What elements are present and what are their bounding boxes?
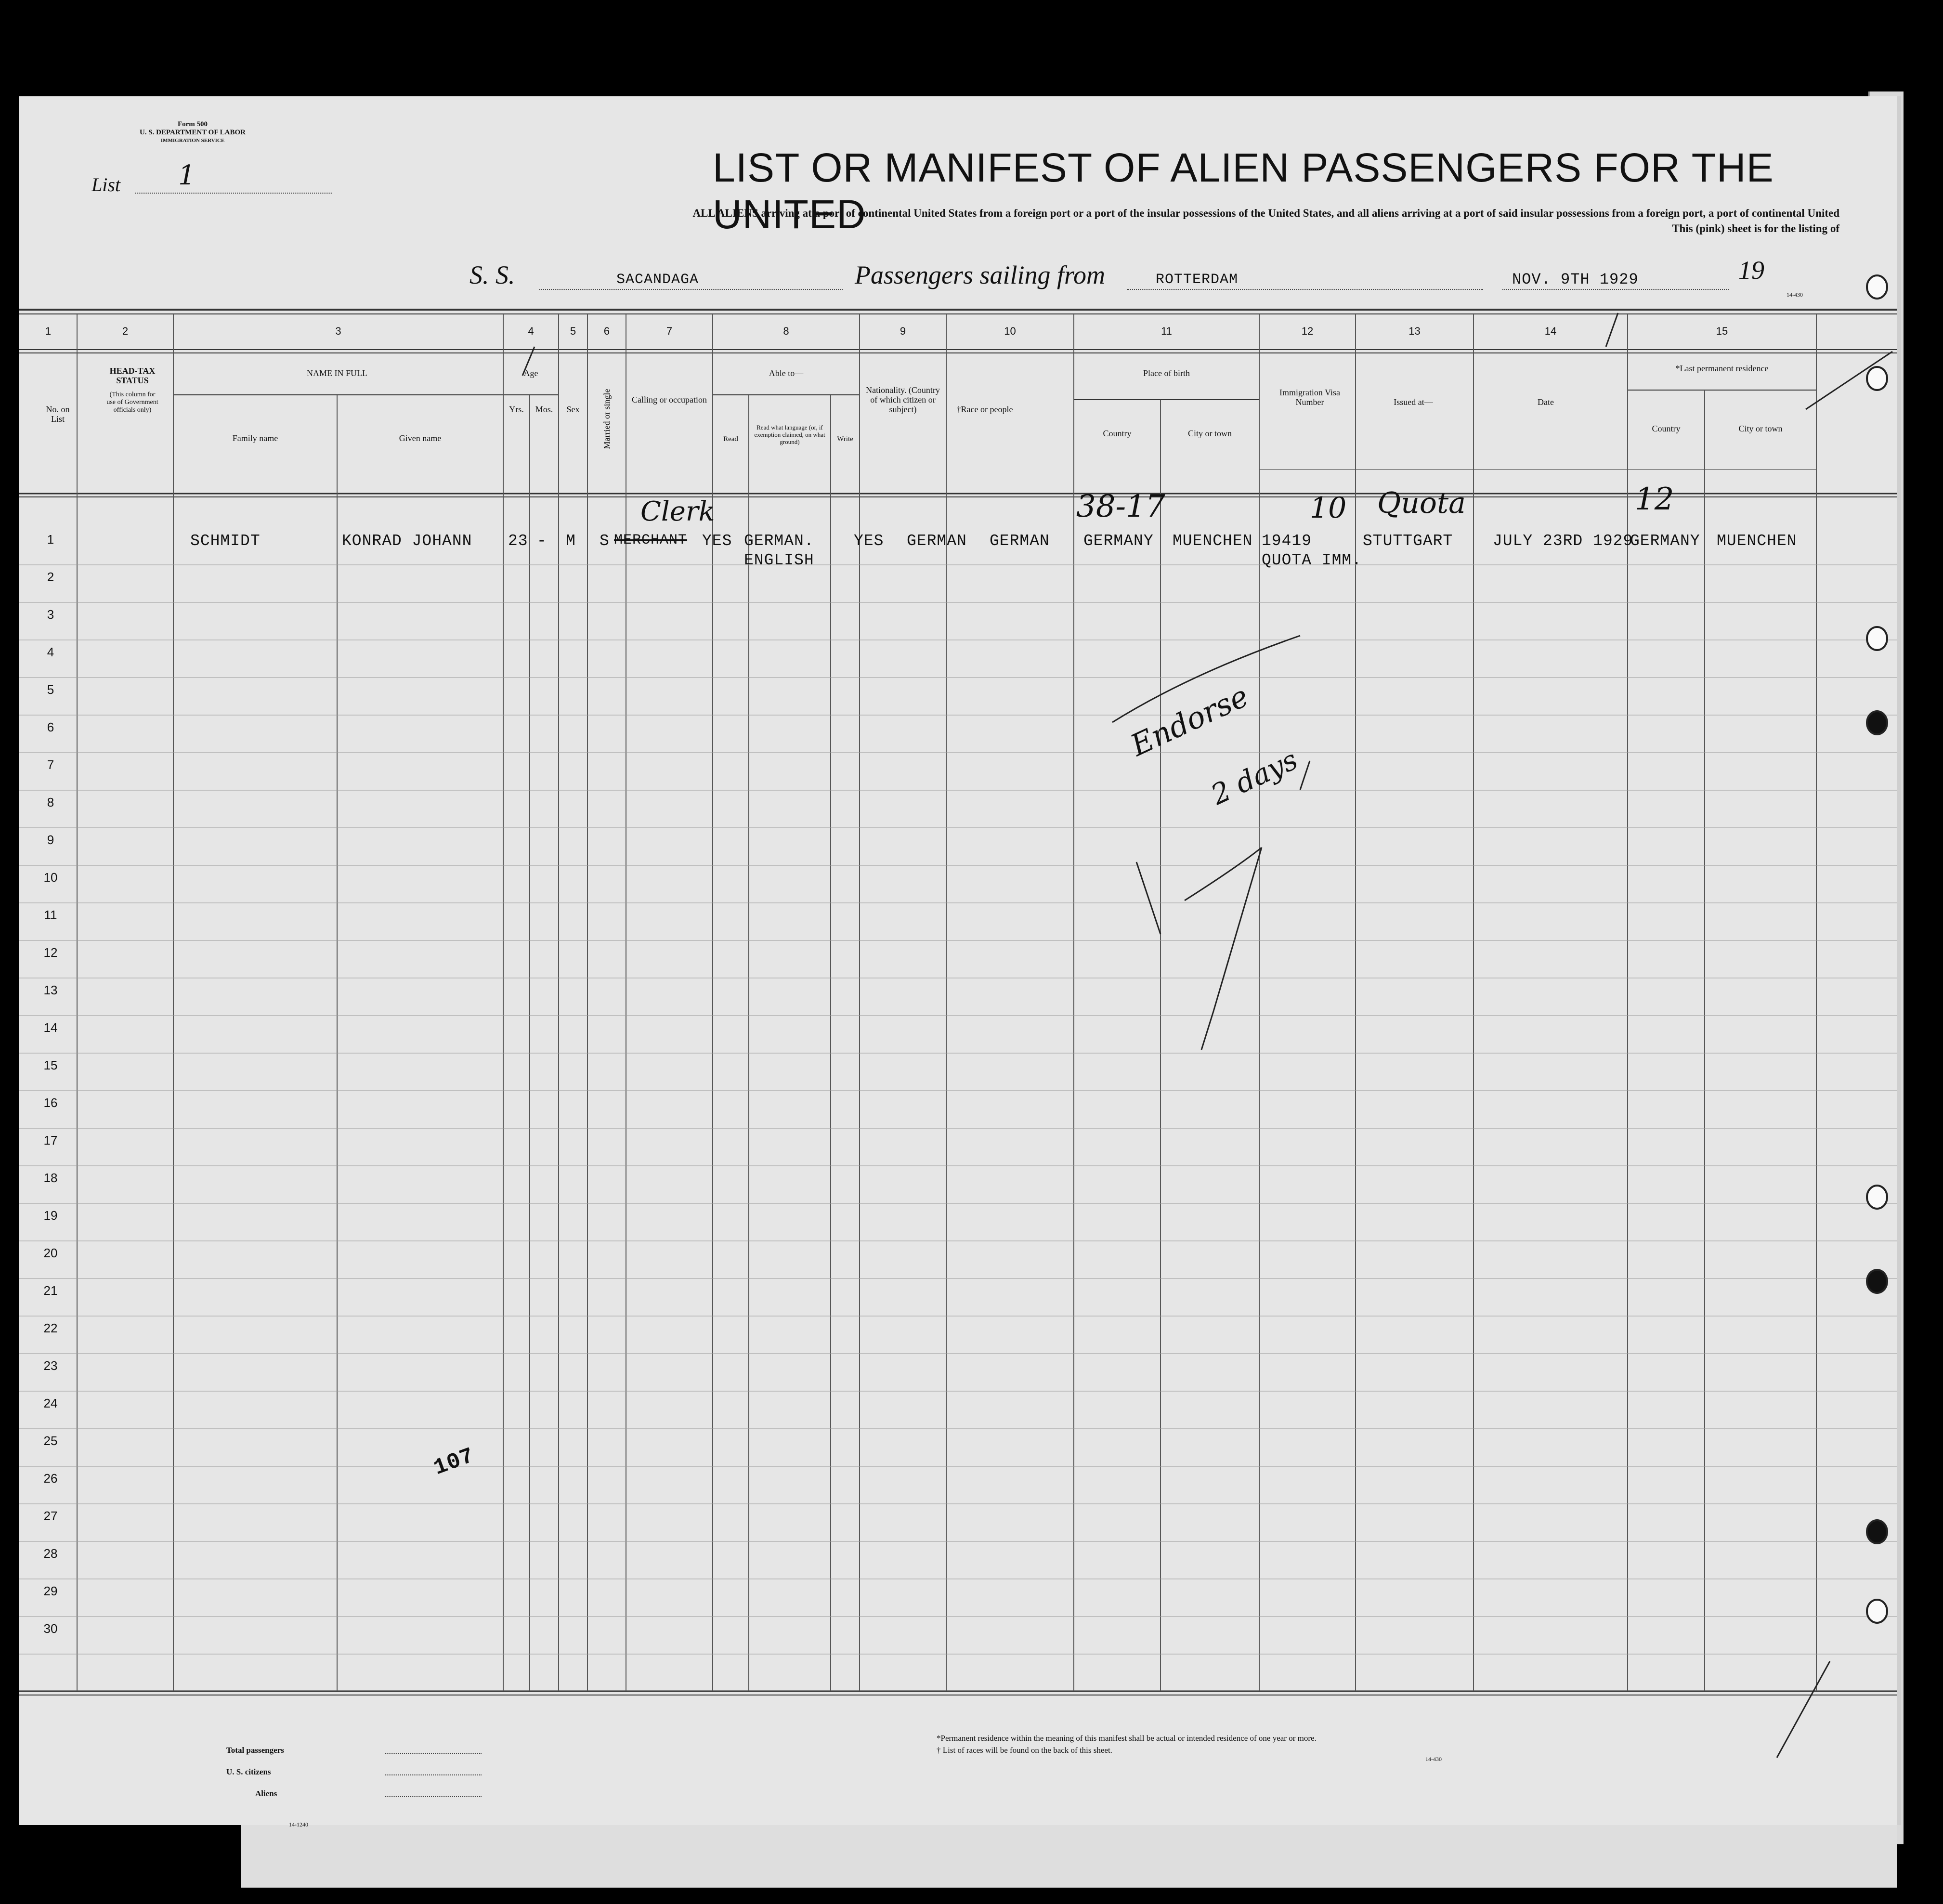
header-issued-at: Issued at—	[1394, 397, 1433, 407]
port-name: ROTTERDAM	[1156, 272, 1239, 288]
punch-hole	[1866, 1519, 1888, 1544]
row-number: 15	[43, 1058, 58, 1072]
column-number: 12	[1301, 325, 1314, 337]
us-citizens-line	[385, 1774, 482, 1775]
row-number: 25	[43, 1434, 58, 1448]
nationality: GERMAN	[907, 532, 967, 550]
header-birth-country: Country	[1103, 429, 1132, 438]
header-res-country: Country	[1652, 424, 1681, 433]
column-number: 2	[122, 325, 129, 337]
row-number: 21	[43, 1283, 58, 1298]
column-number: 11	[1161, 325, 1172, 337]
manifest-title: LIST OR MANIFEST OF ALIEN PASSENGERS FOR THE UNITED	[713, 145, 1774, 237]
sailing-label: Passengers sailing from	[855, 261, 1106, 289]
subtitle-line-1: ALL ALIENS arriving at a port of continental United States from a foreign port or a port of the insular possessions of the United States, and all aliens arriving at a port of said insular possessions from a foreign port, a port of continental United	[692, 207, 1839, 219]
total-passengers-label: Total passengers	[226, 1746, 284, 1755]
header-no-on-list: No. on List	[46, 404, 70, 424]
row-number: 18	[43, 1171, 58, 1185]
family-name: SCHMIDT	[190, 532, 261, 550]
department: U. S. DEPARTMENT OF LABOR	[139, 129, 246, 136]
header-sex: Sex	[566, 404, 580, 414]
age-months: -	[537, 532, 547, 550]
can-read: YES	[702, 532, 732, 550]
can-write: YES	[854, 532, 884, 550]
header-visa: Immigration Visa Number	[1279, 388, 1341, 407]
given-name: KONRAD JOHANN	[342, 532, 472, 550]
row-number: 9	[47, 833, 54, 847]
column-number: 13	[1408, 325, 1421, 337]
residence-annotation: 12	[1635, 482, 1674, 517]
column-number: 7	[666, 325, 673, 337]
manifest-page	[19, 96, 1901, 1828]
row-number: 29	[43, 1584, 58, 1598]
visa-type: QUOTA IMM.	[1262, 551, 1362, 569]
aliens-line	[385, 1796, 482, 1797]
column-number: 5	[570, 325, 576, 337]
punch-hole	[1866, 1269, 1888, 1294]
header-given-name: Given name	[399, 433, 442, 443]
handwritten-endorse: Endorse	[1125, 678, 1254, 763]
footnote-residence: *Permanent residence within the meaning of this manifest shall be actual or intended residence of one year or more.	[937, 1734, 1317, 1743]
row-number: 20	[43, 1246, 58, 1260]
row-number: 6	[47, 720, 54, 734]
sex: M	[566, 532, 576, 550]
birth-annotation: 38-17	[1076, 489, 1165, 524]
race: GERMAN	[990, 532, 1050, 550]
header-family-name: Family name	[232, 433, 278, 443]
header-able-to: Able to—	[769, 368, 804, 378]
form-code-bottom: 14-1240	[289, 1821, 308, 1828]
visa-date: JULY 23RD 1929	[1493, 532, 1633, 550]
header-name-in-full: NAME IN FULL	[307, 368, 367, 378]
row-number: 3	[47, 607, 54, 622]
service: IMMIGRATION SERVICE	[160, 138, 225, 143]
occupation-correction: Clerk	[640, 496, 715, 527]
column-number: 9	[900, 325, 906, 337]
row-number: 24	[43, 1396, 58, 1410]
row-number: 7	[47, 757, 54, 772]
read-language-2: ENGLISH	[744, 551, 814, 569]
marital-status: S	[600, 532, 610, 550]
row-number: 13	[43, 983, 58, 997]
header-calling: Calling or occupation	[632, 395, 707, 404]
row-number: 27	[43, 1509, 58, 1523]
row-number: 28	[43, 1546, 58, 1561]
subtitle-line-2: This (pink) sheet is for the listing of	[1672, 222, 1839, 235]
row-number: 30	[43, 1621, 58, 1636]
issued-annotation: Quota	[1377, 486, 1466, 520]
column-number: 15	[1716, 325, 1728, 337]
column-number: 4	[528, 325, 534, 337]
header-yrs: Yrs.	[509, 404, 524, 414]
punch-hole	[1866, 1185, 1888, 1210]
row-number: 8	[47, 795, 54, 809]
list-label: List	[91, 174, 121, 196]
column-number: 8	[783, 325, 789, 337]
birth-country: GERMANY	[1083, 532, 1154, 550]
list-value: 1	[178, 160, 196, 191]
row-number: 14	[43, 1020, 58, 1035]
punch-hole	[1866, 1599, 1888, 1624]
residence-city: MUENCHEN	[1717, 532, 1797, 550]
age-years: 23	[508, 532, 528, 550]
header-married: Married or single	[602, 389, 612, 449]
row-number: 19	[43, 1208, 58, 1223]
row-number: 17	[43, 1133, 58, 1148]
handwritten-days: 2 days	[1206, 743, 1303, 811]
column-number: 14	[1544, 325, 1557, 337]
header-nationality: Nationality. (Country of which citizen or subject)	[866, 385, 940, 414]
total-passengers-line	[385, 1753, 482, 1754]
form-number: Form 500	[177, 120, 208, 128]
punch-hole	[1866, 710, 1888, 735]
residence-country: GERMANY	[1630, 532, 1700, 550]
issued-at: STUTTGART	[1363, 532, 1453, 550]
header-birth-city: City or town	[1187, 429, 1232, 438]
sailing-date: NOV. 9TH 1929	[1512, 271, 1639, 288]
column-number: 3	[335, 325, 341, 337]
occupation: MERCHANT	[614, 532, 688, 548]
row-number: 1	[47, 532, 54, 547]
visa-annotation: 10	[1310, 491, 1347, 525]
aliens-label: Aliens	[255, 1789, 277, 1798]
row-number: 11	[44, 908, 57, 922]
visa-number: 19419	[1262, 532, 1312, 550]
read-language: GERMAN.	[744, 532, 814, 550]
row-number: 26	[43, 1471, 58, 1486]
header-date: Date	[1538, 397, 1554, 407]
punch-hole	[1866, 366, 1888, 391]
punch-hole	[1866, 274, 1888, 300]
column-number: 1	[45, 325, 52, 337]
us-citizens-label: U. S. citizens	[226, 1767, 271, 1776]
row-number: 16	[43, 1095, 58, 1110]
form-code-top: 14-430	[1787, 291, 1803, 298]
row-number: 2	[47, 570, 54, 584]
ship-name: SACANDAGA	[616, 272, 699, 288]
header-place-of-birth: Place of birth	[1143, 368, 1190, 378]
underlying-sheet-strip	[241, 1820, 1897, 1888]
row-number: 5	[47, 682, 54, 697]
row-number: 4	[47, 645, 54, 659]
header-read: Read	[723, 435, 738, 443]
header-head-tax-note: (This column for use of Government officials only)	[106, 391, 158, 414]
punch-hole	[1866, 626, 1888, 651]
header-write: Write	[837, 435, 853, 443]
header-last-residence: *Last permanent residence	[1675, 364, 1769, 373]
header-mos: Mos.	[535, 404, 553, 414]
row-number: 10	[43, 870, 58, 885]
header-res-city: City or town	[1738, 424, 1783, 433]
row-number: 12	[43, 945, 58, 960]
row-number: 22	[43, 1321, 58, 1335]
row-number: 23	[43, 1358, 58, 1373]
birth-city: MUENCHEN	[1173, 532, 1253, 550]
header-read-language: Read what language (or, if exemption claimed, on what ground)	[754, 424, 825, 445]
form-code-footer: 14-430	[1425, 1756, 1442, 1762]
stamp-number: 107	[430, 1443, 478, 1481]
footnote-races: † List of races will be found on the back of this sheet.	[937, 1746, 1112, 1755]
header-age: Age	[523, 368, 538, 378]
header-head-tax: HEAD-TAX STATUS	[109, 366, 156, 385]
ss-label: S. S.	[469, 261, 515, 289]
table-ruling	[19, 96, 1897, 1825]
column-number: 10	[1004, 325, 1016, 337]
year-prefix: 19	[1738, 256, 1764, 285]
header-race: †Race or people	[956, 404, 1013, 414]
column-number: 6	[603, 325, 610, 337]
